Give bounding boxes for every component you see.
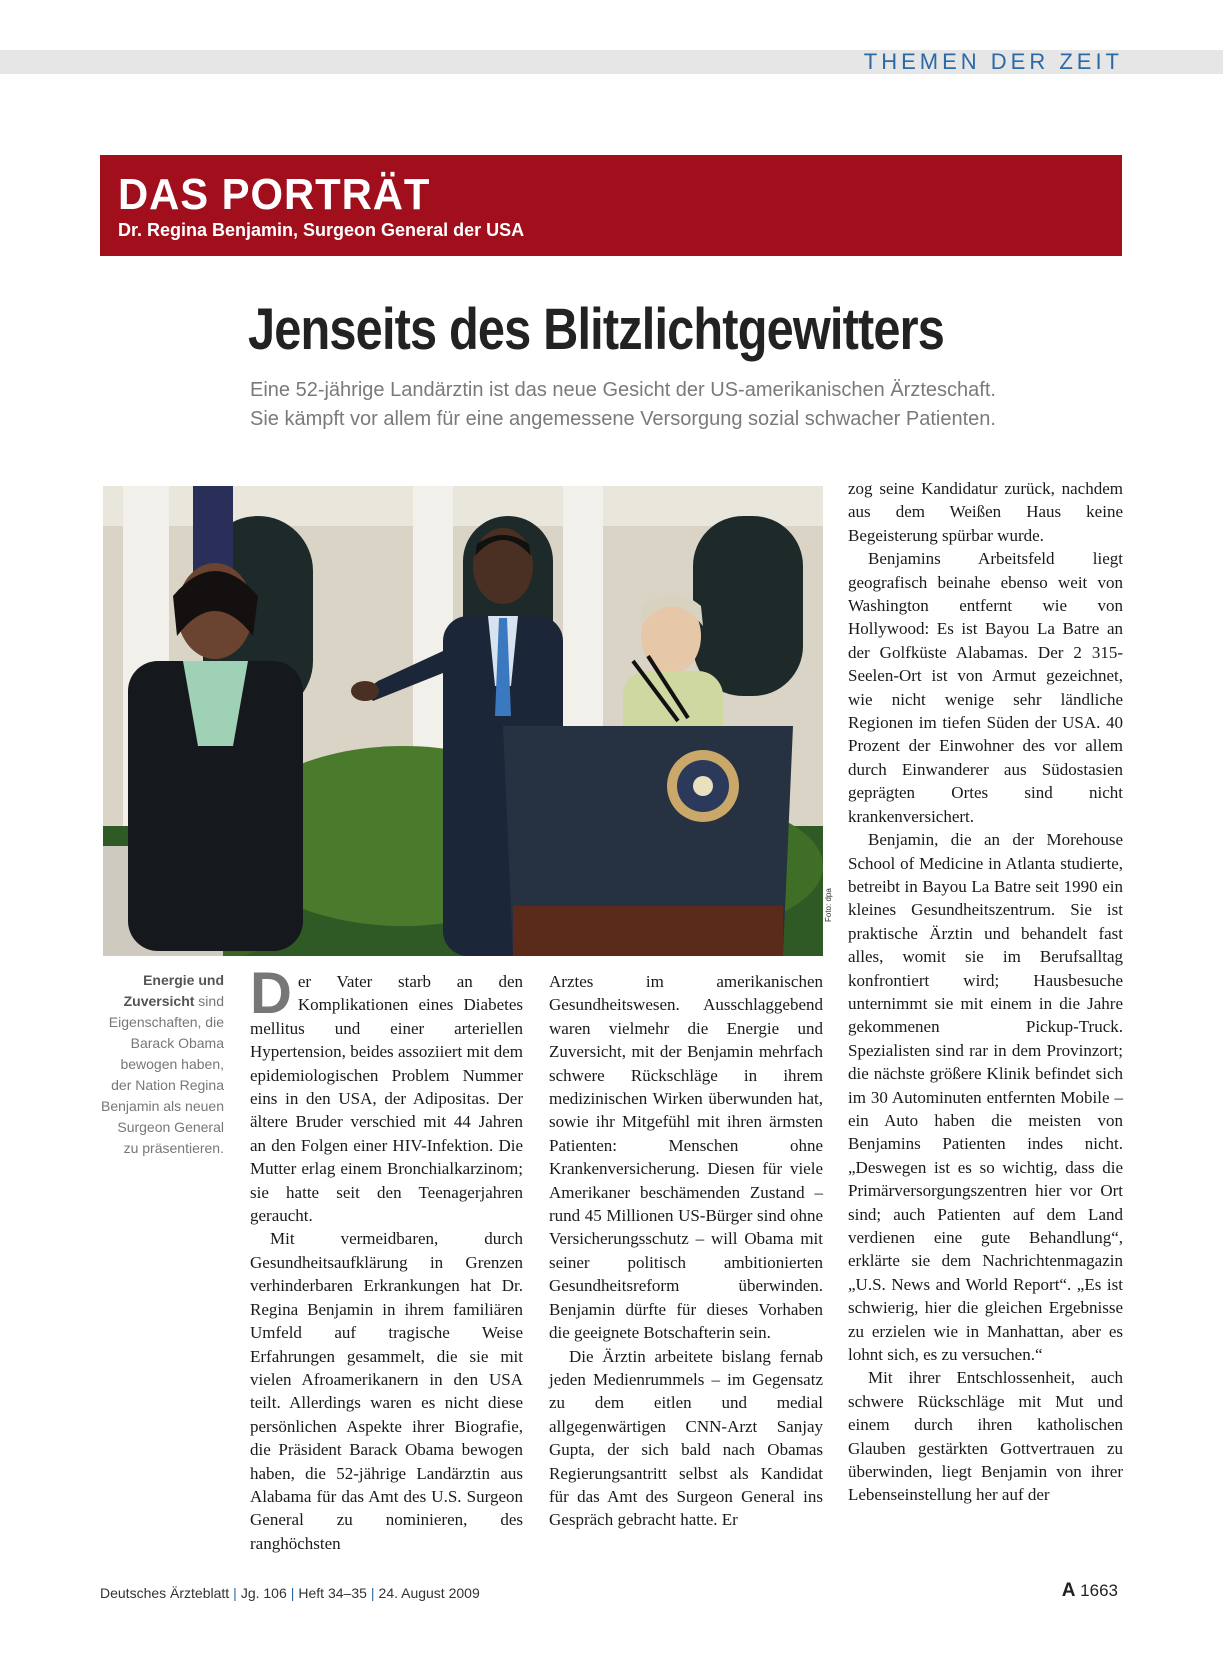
journal-issue: Heft 34–35	[298, 1585, 367, 1601]
paragraph: zog seine Kandidatur zurück, nachdem aus dem Weißen Haus keine Begeisterung spürbar wurde.	[848, 479, 1123, 545]
paragraph: Arztes im amerikanischen Gesundheitswesen. Ausschlaggebend waren vielmehr die Energie und Zuversicht, mit der Benjamin mehrfach schwere Rückschläge in ihrem medizinischen Wirken überwunden hat, sowie ihr Mitgefühl mit ihren ärmsten Patienten: Menschen ohne Krankenversicherung. Diesen für viele Amerikaner beschämenden Zustand – rund 45 Millionen US-Bürger sind ohne Versicherungsschutz – will Obama mit seiner politisch ambitionierten Gesundheitsreform überwinden. Benjamin dürfte für dieses Vorhaben die geeignete Botschafterin sein.	[549, 972, 823, 1343]
photo-credit: Foto: dpa	[824, 888, 833, 922]
journal-date: 24. August 2009	[378, 1585, 480, 1601]
photo-caption	[100, 970, 224, 1159]
lead-line: Sie kämpft vor allem für eine angemessene Versorgung sozial schwacher Patienten.	[250, 408, 996, 430]
page-prefix: A	[1061, 1580, 1076, 1601]
footer-separator: |	[290, 1585, 295, 1601]
paragraph: Mit ihrer Entschlossenheit, auch schwere Rückschläge mit Mut und einem durch ihren katholischen Glauben gestärkten Gottvertrauen zu überwinden, liegt Benjamin von ihrer Lebenseinstellung her auf der	[848, 1368, 1123, 1505]
paragraph: er Vater starb an den Komplikationen eines Diabetes mellitus und einer arteriellen Hypertension, beides assoziiert mit dem epidemiologischen Problem Nummer eins in den USA, der Adipositas. Der ältere Bruder verschied mit 44 Jahren an den Folgen einer HIV-Infektion. Die Mutter erlag einem Bronchialkarzinom; sie hatte seit den Teenagerjahren geraucht.	[250, 972, 523, 1226]
caption-text: sind Eigenschaften, die Barack Obama bewogen haben, der Nation Regina Benjamin als neuen Surgeon General zu präsentieren.	[101, 993, 224, 1156]
drop-cap: D	[250, 961, 292, 1026]
lead-line: Eine 52-jährige Landärztin ist das neue Gesicht der US-amerikanischen Ärzteschaft.	[250, 379, 996, 401]
text-column-2	[549, 970, 823, 1532]
journal-name: Deutsches Ärzteblatt	[100, 1585, 230, 1601]
article-headline: Jenseits des Blitzlichtgewitters	[248, 297, 945, 362]
caption-lead: Energie und Zuversicht	[123, 972, 224, 1009]
banner-subtitle: Dr. Regina Benjamin, Surgeon General der USA	[118, 220, 525, 240]
paragraph: Mit vermeidbaren, durch Gesundheitsaufklärung in Grenzen verhinderbaren Erkrankungen hat Dr. Regina Benjamin in ihrem familiären Umfeld auf tragische Weise Erfahrungen gesammelt, die sie mit vielen Afroamerikanern in den USA teilt. Allerdings waren es nicht diese persönlichen Aspekte ihrer Biografie, die Präsident Barack Obama bewogen haben, die 52-jährige Landärztin aus Alabama für das Amt des U.S. Surgeon General zu nominieren, des ranghöchsten	[250, 1229, 523, 1553]
paragraph: Benjamin, die an der Morehouse School of Medicine in Atlanta studierte, betreibt in Bayou La Batre seit 1990 ein kleines Gesundheitszentrum. Sie ist praktische Ärztin und behandelt fast alles, womit sie im Berufsalltag konfrontiert wird; Hausbesuche unternimmt sie mit einem in die Jahre gekommenen Pickup-Truck. Spezialisten sind rar in dem Provinzort; die nächste größere Klinik befindet sich im 30 Autominuten entfernten Mobile – ein Auto haben die meisten von Benjamins Patienten indes nicht. „Deswegen ist es so wichtig, dass die Primärversorgungszentren hier vor Ort sind; auch Patienten auf dem Land verdienen eine gute Behandlung“, erklärte sie dem Nachrichtenmagazin „U.S. News and World Report“. „Es ist schwierig, hier die gleichen Ergebnisse zu erzielen wie in Manhattan, aber es lohnt sich, es zu versuchen.“	[848, 830, 1123, 1365]
paragraph: Die Ärztin arbeitete bislang fernab jeden Medienrummels – im Gegensatz zu dem eitlen und medial allgegenwärtigen CNN-Arzt Sanjay Gupta, der sich bald nach Obamas Regierungsantritt selbst als Kandidat für das Amt des Surgeon General ins Gespräch gebracht hatte. Er	[549, 1346, 823, 1530]
banner-title: DAS PORTRÄT	[118, 170, 431, 219]
section-label: THEMEN DER ZEIT	[863, 49, 1123, 74]
page-number	[1062, 1581, 1118, 1601]
footer-separator: |	[370, 1585, 375, 1601]
text-column-1	[250, 961, 523, 1555]
press-photo-image	[103, 486, 823, 956]
footer-citation	[100, 1584, 480, 1602]
press-photo	[103, 486, 823, 956]
text-column-3	[848, 477, 1123, 1507]
page-number-value: 1663	[1080, 1581, 1118, 1600]
paragraph: Benjamins Arbeitsfeld liegt geografisch beinahe ebenso weit von Washington entfernt wie von Hollywood: Es ist Bayou La Batre an der Golfküste Alabamas. Der 2 315-Seelen-Ort ist von Armut gezeichnet, wie nicht wenige sehr ländliche Regionen im tiefen Süden der USA. 40 Prozent der Einwohner des vor allem durch Einwanderer aus Südostasien geprägten Ortes sind nicht krankenversichert.	[848, 549, 1123, 826]
footer-separator: |	[233, 1585, 237, 1601]
article-lead	[250, 376, 1130, 434]
journal-volume: Jg. 106	[240, 1585, 287, 1601]
